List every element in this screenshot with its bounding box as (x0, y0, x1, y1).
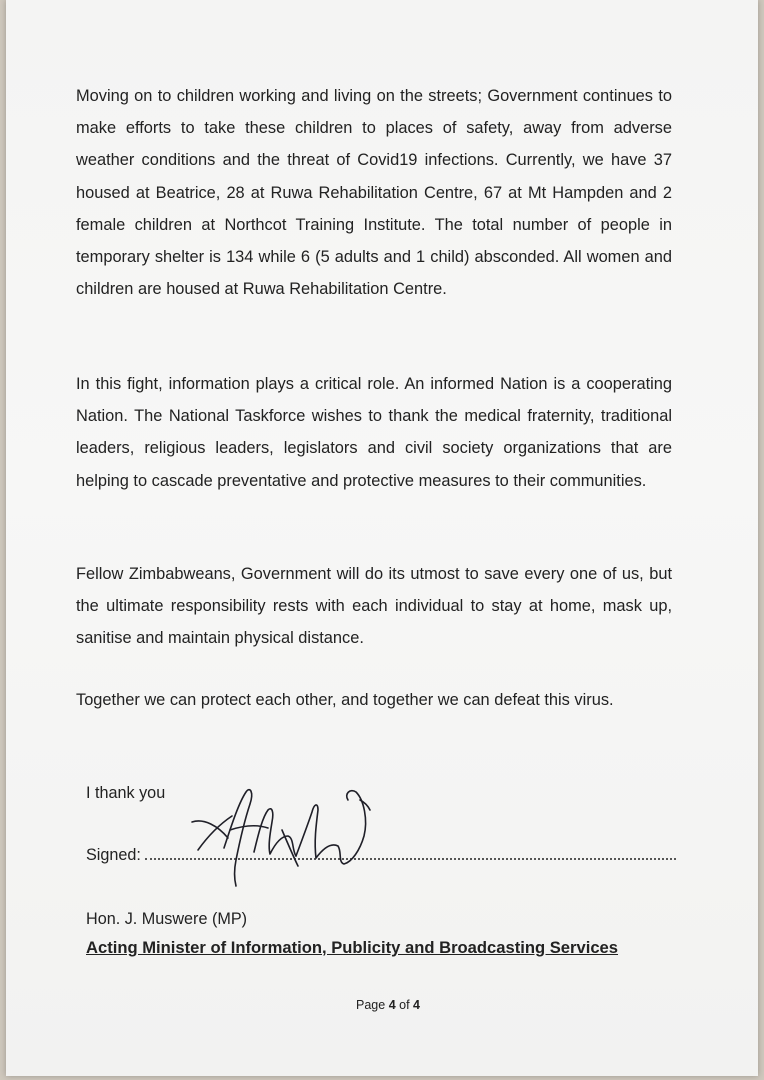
of-word: of (399, 998, 410, 1012)
closing-line: I thank you (86, 784, 166, 802)
handwritten-signature (184, 770, 384, 890)
signatory-title: Acting Minister of Information, Publicity and Broadcasting Services (86, 938, 619, 957)
signatory-name: Hon. J. Muswere (MP) (86, 910, 248, 928)
paragraph-together: Together we can protect each other, and together we can defeat this virus. (76, 691, 614, 709)
paragraph-information-role: In this fight, information plays a critical role. An informed Nation is a cooperating Nation. The National Taskforce wishes to thank the medical fraternity, traditional leaders, religious leaders, legislators and civil society organizations that are helping to cascade preventative and protective measures to their communities. (76, 375, 672, 490)
signed-label: Signed: (86, 846, 141, 864)
page-total: 4 (413, 998, 420, 1012)
page-word: Page (356, 998, 386, 1012)
paragraph-responsibility: Fellow Zimbabweans, Government will do its utmost to save every one of us, but the ultimate responsibility rests with each individual to stay at home, mask up, sanitise and maintain physical distance. (76, 565, 672, 648)
page-current: 4 (388, 998, 396, 1012)
page-number (6, 998, 758, 1012)
paragraph-street-children: Moving on to children working and living on the streets; Government continues to make efforts to take these children to places of safety, away from adverse weather conditions and the threat of Covid19 infections. Currently, we have 37 housed at Beatrice, 28 at Ruwa Rehabilitation Centre, 67 at Mt Hampden and 2 female children at Northcot Training Institute. The total number of people in temporary shelter is 134 while 6 (5 adults and 1 child) absconded. All women and children are housed at Ruwa Rehabilitation Centre. (76, 87, 672, 299)
document-page (6, 0, 758, 1076)
